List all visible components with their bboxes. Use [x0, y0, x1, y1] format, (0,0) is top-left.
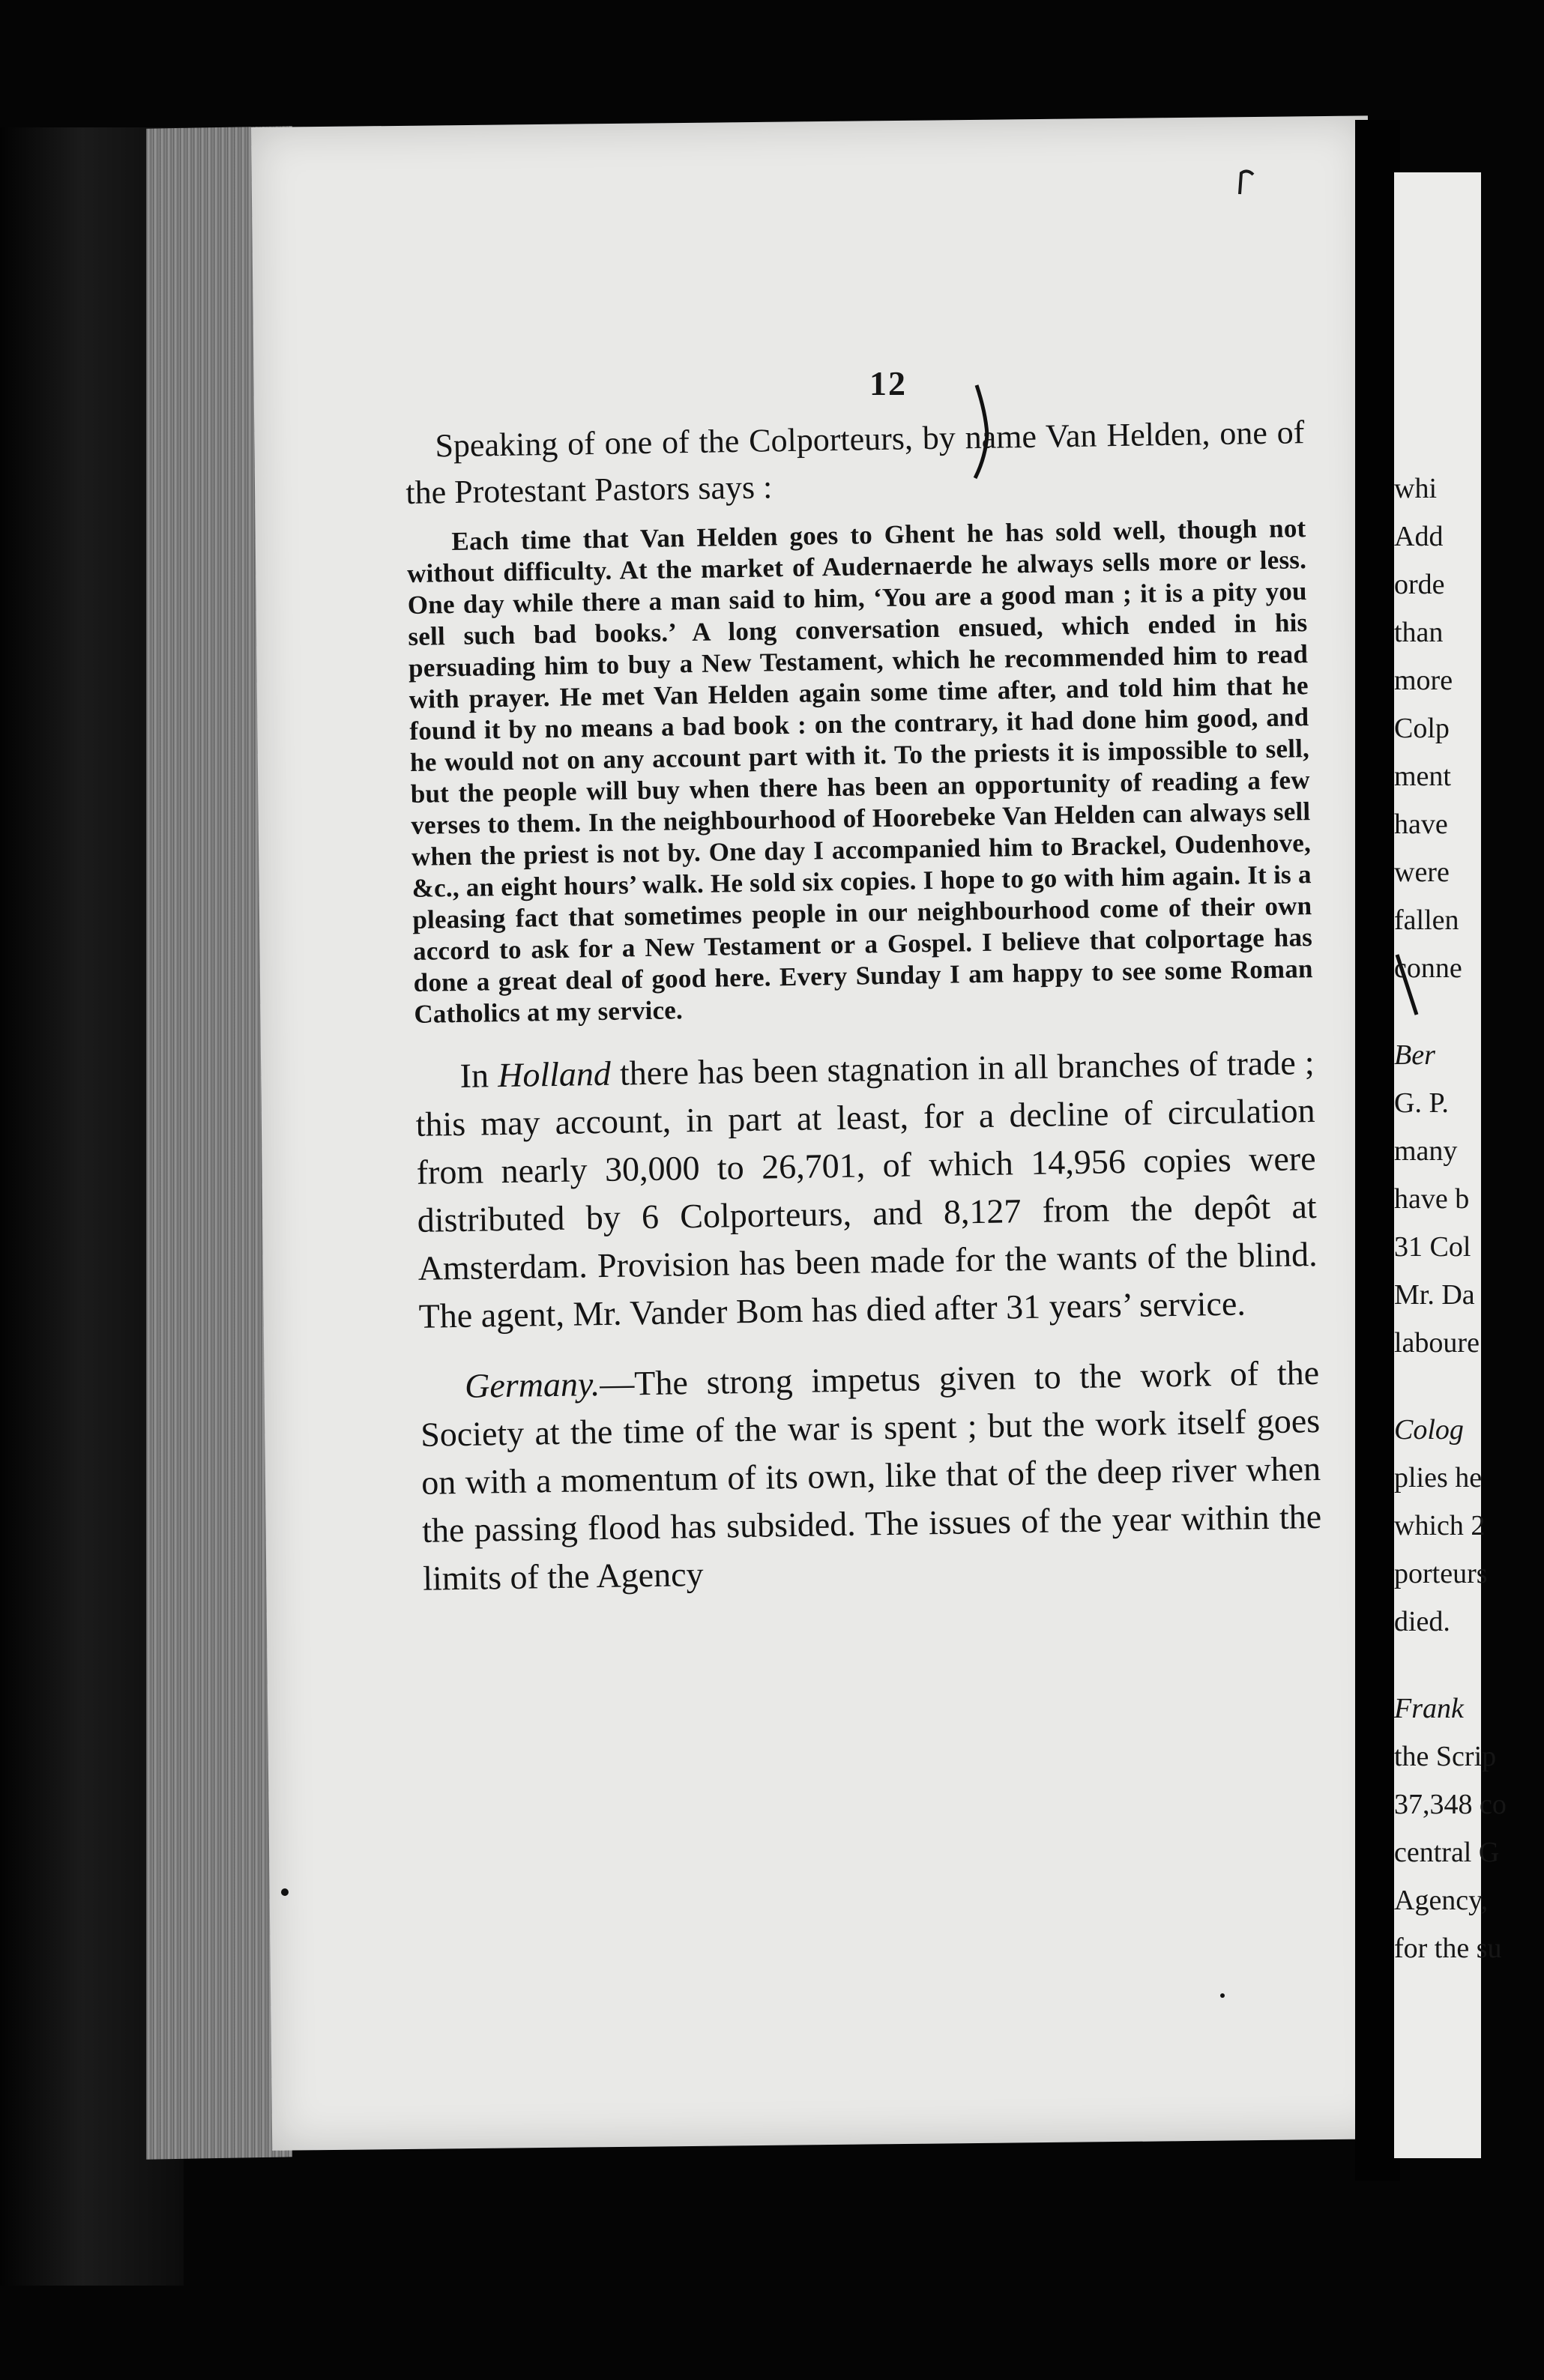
right-page-line: Agency, [1394, 1885, 1489, 1916]
book-gutter [1355, 120, 1400, 2181]
lead-paragraph: Speaking of one of the Colporteurs, by name Van Helden, one of the Protestant Pastors says : [405, 414, 1305, 511]
page-number: 12 [869, 364, 907, 402]
right-page-line: were [1394, 857, 1450, 888]
holland-text: there has been stagnation in all branches of trade ; this may account, in part at least, for a decline of circulation from nearly 30,000 to 26,701, of which 14,956 copies were distributed by 6 Colporteurs, and 8,127 from the depôt at Amsterdam. Provision has been made for the wants of the blind. The agent, Mr. Vander Bom has died after 31 years’ service. [415, 1043, 1318, 1335]
right-page-line: have [1394, 809, 1448, 840]
right-page-line: ment [1394, 761, 1451, 792]
right-page-line: have b [1394, 1183, 1470, 1215]
right-page-line: more [1394, 665, 1453, 696]
corner-pencil-mark [1237, 169, 1259, 199]
page-body [405, 409, 1323, 1603]
right-page-line: Colp [1394, 713, 1450, 744]
right-page-line: conne [1394, 952, 1462, 984]
right-page-line: porteurs [1394, 1558, 1488, 1589]
ink-speck [281, 1888, 289, 1896]
right-page-line: central G [1394, 1837, 1500, 1868]
right-page-line: Ber [1394, 1039, 1435, 1071]
right-page-paper [1394, 172, 1507, 2158]
germany-place-name: Germany. [464, 1365, 600, 1405]
right-page-line: the Scrip [1394, 1741, 1497, 1772]
right-page-line: Add [1394, 521, 1444, 552]
germany-text: —The strong impetus given to the work of the Society at the time of the war is spent ; but the work itself goes on with a momentum of its own, like that of the deep river when the passing flood has subsided. The issues of the year within the limits of the Agency [420, 1353, 1322, 1598]
right-page-line: orde [1394, 569, 1445, 600]
germany-paragraph [420, 1349, 1323, 1603]
quoted-report-paragraph: Each time that Van Helden goes to Ghent he has sold well, though not without difficulty. At the market of Audernaerde he always sells more or less. One day while there a man said to him, ‘You are a good man ; it is a pity you sell such bad books.’ A long conversation ensued, which ended in his persuading him to buy a New Testament, which he recommended him to read with prayer. He met Van Helden again some time after, and told him that he found it by no means a bad book : on the contrary, it had done him good, and he would not on any account part with it. To the priests it is impossible to sell, but the people will buy when there has been an opportunity of reading a few verses to them. In the neighbourhood of Hoorebeke Van Helden can always sell when the priest is not by. One day I accompanied him to Brackel, Oudenhove, &c., an eight hours’ walk. He sold six copies. I hope to go with him again. It is a pleasing fact that sometimes people in our neighbourhood come of their own accord to ask for a New Testament or a Gospel. I believe that colportage has done a great deal of good here. Every Sunday I am happy to see some Roman Catholics at my service. [406, 513, 1313, 1029]
right-page-line [1394, 1367, 1544, 1406]
ink-speck [1220, 1993, 1225, 1998]
right-page-line: Colog [1394, 1414, 1464, 1446]
right-page-line: Mr. Da [1394, 1279, 1475, 1311]
right-page-line: fallen [1394, 904, 1459, 936]
right-page-line: plies he [1394, 1462, 1483, 1493]
right-page-line: died. [1394, 1606, 1450, 1637]
right-page-line [1394, 1646, 1544, 1685]
right-page-line: G. P. [1394, 1087, 1449, 1119]
holland-prefix: In [459, 1056, 498, 1095]
right-page-line: 31 Col [1394, 1231, 1471, 1263]
holland-paragraph [414, 1039, 1318, 1341]
right-page-line: 37,348 co [1394, 1789, 1507, 1820]
right-page-line: laboure [1394, 1327, 1480, 1359]
margin-pen-slash [1394, 952, 1424, 1019]
right-page-line: than [1394, 617, 1444, 648]
right-page-line: for the su [1394, 1933, 1502, 1964]
holland-place-name: Holland [497, 1054, 612, 1095]
right-page-line: Frank [1394, 1693, 1464, 1724]
right-page-line: many [1394, 1135, 1458, 1167]
right-page-line: which 2 [1394, 1510, 1486, 1541]
right-page-text [1394, 465, 1544, 1972]
right-page-line: whi [1394, 473, 1437, 504]
